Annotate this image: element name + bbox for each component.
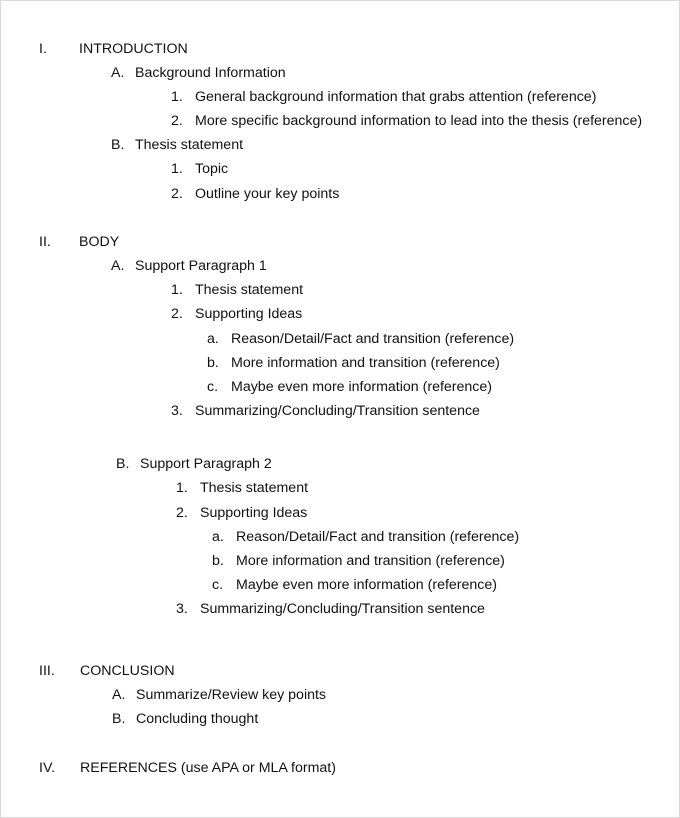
sub-list-item: Reason/Detail/Fact and transition (reference): [231, 331, 515, 347]
sub-list-item: Maybe even more information (reference): [231, 379, 493, 395]
item-marker: 2.: [171, 113, 183, 129]
sub-item-marker: a.: [212, 529, 224, 545]
list-item: Thesis statement: [195, 282, 304, 298]
item-marker: 2.: [171, 306, 183, 322]
sub-item-marker: b.: [207, 355, 219, 371]
subsection-marker: B.: [111, 137, 125, 153]
subsection-support-paragraph-2: Support Paragraph 2: [140, 456, 272, 472]
section-marker: IV.: [39, 760, 56, 776]
item-marker: 1.: [171, 89, 183, 105]
subsection-marker: A.: [111, 258, 125, 274]
section-heading-body: BODY: [79, 234, 120, 250]
sub-list-item: More information and transition (reference): [236, 553, 505, 569]
list-item: Thesis statement: [200, 480, 309, 496]
list-item: Outline your key points: [195, 186, 340, 202]
sub-list-item: Reason/Detail/Fact and transition (reference): [236, 529, 520, 545]
list-item: Summarizing/Concluding/Transition sentence: [195, 403, 480, 419]
section-heading-references: REFERENCES (use APA or MLA format): [80, 760, 336, 776]
list-item: Supporting Ideas: [195, 306, 303, 322]
item-marker: 1.: [171, 161, 183, 177]
item-marker: 3.: [176, 601, 188, 617]
sub-list-item: More information and transition (reference): [231, 355, 500, 371]
sub-item-marker: a.: [207, 331, 219, 347]
item-marker: 1.: [176, 480, 188, 496]
section-marker: III.: [39, 663, 55, 679]
list-item: Supporting Ideas: [200, 505, 308, 521]
sub-item-marker: b.: [212, 553, 224, 569]
subsection-summarize: Summarize/Review key points: [136, 687, 327, 703]
sub-item-marker: c.: [207, 379, 219, 395]
item-marker: 2.: [171, 186, 183, 202]
list-item: More specific background information to lead into the thesis (reference): [195, 113, 643, 129]
subsection-marker: A.: [111, 65, 125, 81]
section-heading-introduction: INTRODUCTION: [79, 41, 188, 57]
subsection-support-paragraph-1: Support Paragraph 1: [135, 258, 267, 274]
subsection-marker: A.: [112, 687, 126, 703]
section-heading-conclusion: CONCLUSION: [80, 663, 175, 679]
list-item: Topic: [195, 161, 229, 177]
subsection-marker: B.: [116, 456, 130, 472]
subsection-background-information: Background Information: [135, 65, 286, 81]
item-marker: 2.: [176, 505, 188, 521]
item-marker: 3.: [171, 403, 183, 419]
item-marker: 1.: [171, 282, 183, 298]
section-marker: II.: [39, 234, 51, 250]
sub-item-marker: c.: [212, 577, 224, 593]
sub-list-item: Maybe even more information (reference): [236, 577, 498, 593]
section-marker: I.: [39, 41, 47, 57]
list-item: Summarizing/Concluding/Transition sentence: [200, 601, 485, 617]
list-item: General background information that grabs attention (reference): [195, 89, 597, 105]
subsection-concluding-thought: Concluding thought: [136, 711, 259, 727]
subsection-marker: B.: [112, 711, 126, 727]
subsection-thesis-statement: Thesis statement: [135, 137, 244, 153]
